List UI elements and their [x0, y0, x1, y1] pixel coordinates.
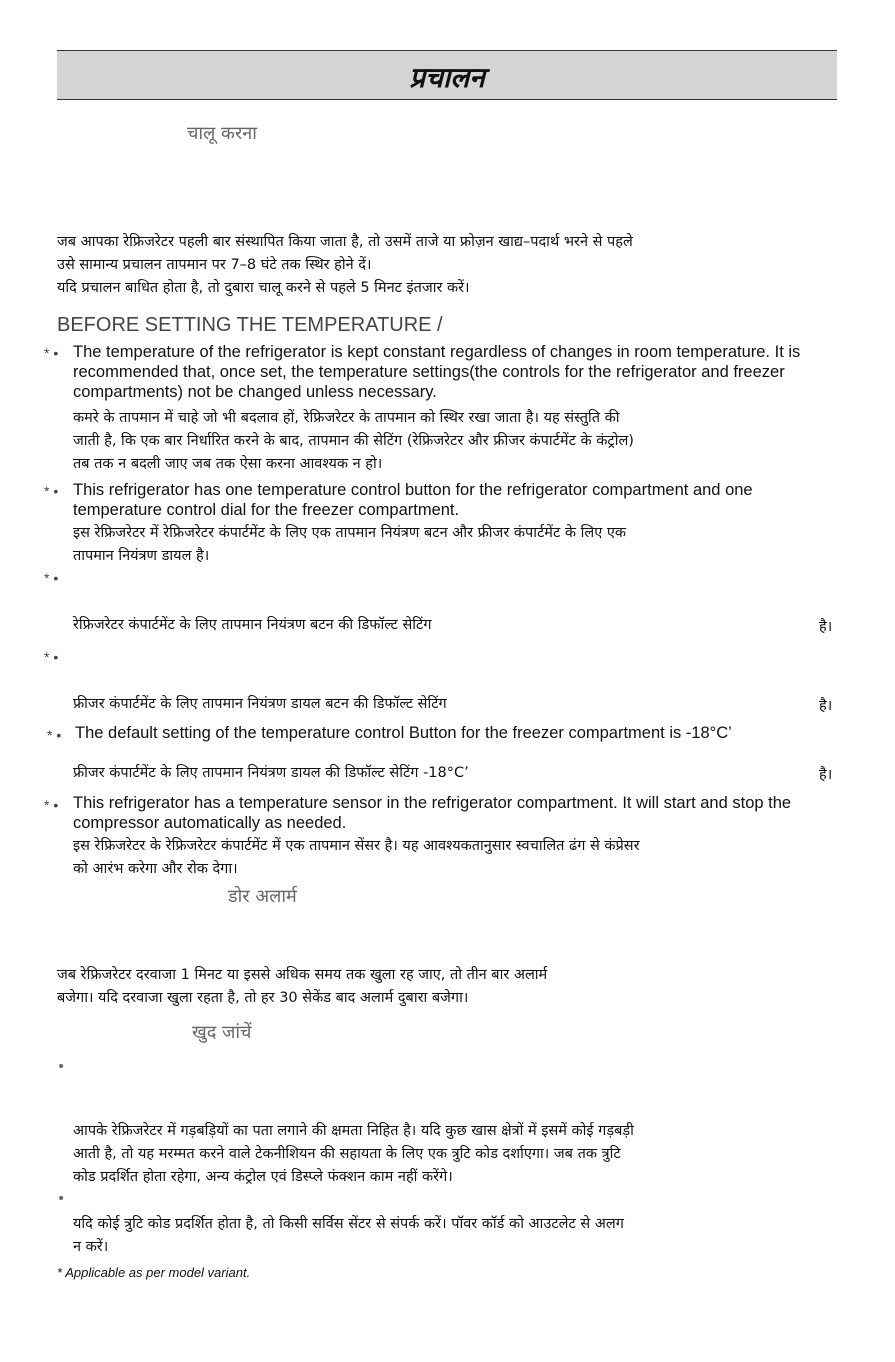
temp-item4-hi: फ्रीजर कंपार्टमेंट के लिए तापमान नियंत्रण डायल बटन की डिफॉल्ट सेटिंग: [73, 696, 447, 712]
bullet-marker: * •: [44, 570, 59, 586]
start-line-1: जब आपका रेफ्रिजरेटर पहली बार संस्थापित किया जाता है, तो उसमें ताजे या फ्रोज़न खाद्य–पदार्थ भरने से पहले: [57, 234, 633, 250]
footnote: * Applicable as per model variant.: [57, 1265, 251, 1280]
bullet-marker: * •: [44, 649, 59, 665]
page-title: प्रचालन: [409, 61, 485, 94]
temp-item6-en-1: This refrigerator has a temperature sensor in the refrigerator compartment. It will start and stop the: [73, 794, 792, 812]
temp-item2-en-2: temperature control dial for the freezer compartment.: [73, 501, 460, 519]
temp-item2-en-1: This refrigerator has one temperature control button for the refrigerator compartment and one: [73, 481, 753, 499]
bullet-marker: * •: [44, 345, 59, 361]
section-heading-door-alarm: डोर अलार्म: [228, 886, 297, 907]
start-line-2: उसे सामान्य प्रचालन तापमान पर 7–8 घंटे तक स्थिर होने दें।: [57, 257, 372, 273]
temp-item2-hi-1: इस रेफ्रिजरेटर में रेफ्रिजरेटर कंपार्टमेंट के लिए एक तापमान नियंत्रण बटन और फ्रीजर कंपार्टमेंट के लिए एक: [73, 525, 626, 541]
temp-item6-en-2: compressor automatically as needed.: [73, 814, 347, 832]
start-line-3: यदि प्रचालन बाधित होता है, तो दुबारा चालू करने से पहले 5 मिनट इंतजार करें।: [57, 280, 470, 296]
alarm-line-2: बजेगा। यदि दरवाजा खुला रहता है, तो हर 30 सेकेंड बाद अलार्म दुबारा बजेगा।: [57, 990, 469, 1006]
section-heading-start: चालू करना: [187, 123, 257, 144]
check-item1-line-2: आती है, तो यह मरम्मत करने वाले टेकनीशियन की सहायता के लिए एक त्रुटि कोड दर्शाएगा। जब तक त्रुटि: [73, 1146, 621, 1162]
temp-item6-hi-2: को आरंभ करेगा और रोक देगा।: [73, 861, 238, 877]
bullet-marker: * •: [44, 797, 59, 813]
line-end-hai: है।: [819, 619, 833, 635]
line-end-hai: है।: [819, 698, 833, 714]
check-item1-line-1: आपके रेफ्रिजरेटर में गड़बड़ियों का पता लगाने की क्षमता निहित है। यदि कुछ खास क्षेत्रों में इसमें कोई गड़बड़ी: [73, 1123, 634, 1139]
bullet-marker: * •: [44, 483, 59, 499]
temp-item1-en-1: The temperature of the refrigerator is kept constant regardless of changes in room temperature. It is: [73, 343, 801, 361]
check-item2-line-1: यदि कोई त्रुटि कोड प्रदर्शित होता है, तो किसी सर्विस सेंटर से संपर्क करें। पॉवर कॉर्ड को आउटलेट से अलग: [73, 1216, 624, 1232]
temp-item1-en-2: recommended that, once set, the temperature settings(the controls for the refrigerator and freezer: [73, 363, 785, 381]
temp-item3-hi: रेफ्रिजरेटर कंपार्टमेंट के लिए तापमान नियंत्रण बटन की डिफॉल्ट सेटिंग: [73, 617, 432, 633]
temp-item1-hi-1: कमरे के तापमान में चाहे जो भी बदलाव हों, रेफ्रिजरेटर के तापमान को स्थिर रखा जाता है। यह संस्तुति की: [73, 410, 620, 426]
check-item1-line-3: कोड प्रदर्शित होता रहेगा, अन्य कंट्रोल एवं डिस्प्ले फंक्शन काम नहीं करेंगे।: [73, 1169, 453, 1185]
section-heading-self-check: खुद जांचें: [192, 1022, 252, 1043]
temp-item2-hi-2: तापमान नियंत्रण डायल है।: [73, 548, 210, 564]
alarm-line-1: जब रेफ्रिजरेटर दरवाजा 1 मिनट या इससे अधिक समय तक खुला रह जाए, तो तीन बार अलार्म: [57, 967, 548, 983]
temp-item6-hi-1: इस रेफ्रिजरेटर के रेफ्रिजरेटर कंपार्टमेंट में एक तापमान सेंसर है। यह आवश्यकतानुसार स्वचालित ढंग से कंप्रेसर: [73, 838, 640, 854]
bullet-marker: •: [57, 1191, 66, 1207]
check-item2-line-2: न करें।: [73, 1239, 109, 1255]
bullet-marker: •: [57, 1059, 66, 1075]
temp-item5-hi: फ्रीजर कंपार्टमेंट के लिए तापमान नियंत्रण डायल की डिफॉल्ट सेटिंग -18°C’: [73, 765, 469, 781]
temp-item1-hi-3: तब तक न बदली जाए जब तक ऐसा करना आवश्यक न हो।: [73, 456, 383, 472]
line-end-hai: है।: [819, 767, 833, 783]
bullet-marker: * •: [47, 727, 62, 743]
temp-item1-en-3: compartments) not be changed unless necessary.: [73, 383, 437, 401]
section-heading-temperature: BEFORE SETTING THE TEMPERATURE /: [57, 314, 443, 336]
temp-item1-hi-2: जाती है, कि एक बार निर्धारित करने के बाद, तापमान की सेटिंग (रेफ्रिजरेटर और फ्रीजर कंपार्टमेंट के कंट्रोल): [73, 433, 634, 449]
temp-item5-en: The default setting of the temperature control Button for the freezer compartment is -18°C’: [75, 724, 732, 742]
